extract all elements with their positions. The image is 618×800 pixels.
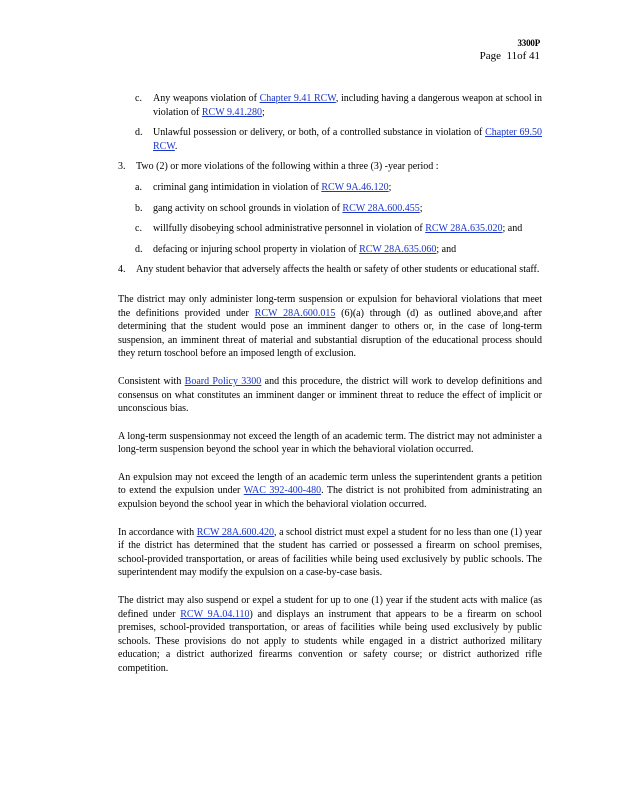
text-run: The district may only administer long-term suspension or expulsion for behavioral violations that meet the definitions provided under [118,293,542,319]
numbered-item-3 [118,160,542,174]
item-number: 4. [118,264,126,276]
text-run: Any weapons violation of [153,93,260,104]
numbered-item-4 [118,263,542,277]
list-item-d2 [118,243,542,257]
text-run: Consistent with [118,375,185,387]
text-run: defacing or injuring school property in violation of [153,243,360,255]
list-item-a [118,181,542,195]
text-run: ) and displays an instrument that appears to be a firearm on school premises, school-provided transportation, or areas of facilities while being used exclusively by public schools. These provisions do not apply to students while engaged in a district authorized military education; a district authorized firearms convention or safety course; or district authorized rifle competition. [118,608,542,674]
text-run: and this procedure, the district will work to develop definitions and consensus on what constitutes an imminent danger or imminent threat to reduce the effect of implicit or unconscious bias. [118,375,542,415]
page-number [480,50,540,62]
rcw-9a-46-120-link[interactable]: RCW 9A.46.120 [321,181,389,193]
text-run: ; and [502,223,523,235]
list-label: b. [135,202,143,214]
text-run: ; [419,202,423,214]
text-run: An expulsion may not exceed the length of an academic term unless the superintendent grants a petition to extend the expulsion under [118,471,542,497]
text-run: Unlawful possession or delivery, or both, of a controlled substance in violation of [153,127,486,139]
paragraph-expulsion [118,471,542,512]
rcw-9-41-280-link[interactable]: RCW 9.41.280 [201,106,262,118]
rcw-9a-04-110-link[interactable]: RCW 9A.04.110 [180,608,250,620]
list-text [153,202,542,216]
paragraph-malice [118,594,542,676]
list-text [153,222,542,236]
item-number: 3. [118,161,126,173]
paragraph-long-term-suspension [118,293,542,361]
list-item-c [118,92,542,119]
text-run: The district may also suspend or expel a student for up to one (1) year if the student acts with malice (as defined under [118,595,542,620]
list-text [153,181,542,195]
text-run: , including having a dangerous weapon at school in violation of [153,93,543,118]
rcw-28a-600-015-link[interactable]: RCW 28A.600.015 [254,307,336,319]
text-run: ; and [436,243,457,255]
rcw-28a-635-020-link[interactable]: RCW 28A.635.020 [425,223,503,235]
text-run: criminal gang intimidation in violation of [153,181,322,193]
list-label: d. [135,243,143,255]
text-run: . The district is not prohibited from administrating an expulsion beyond the school year in which the behavioral violation occurred. [118,485,543,511]
chapter-69-50-link[interactable]: Chapter 69.50 RCW [153,127,543,152]
text-run: ; [388,181,392,193]
list-text [153,92,542,119]
list-label: a. [135,181,142,193]
list-item-b [118,202,542,216]
chapter-9-41-link[interactable]: Chapter 9.41 RCW [259,93,336,104]
text-run: , a school district must expel a student for no less than one (1) year if the district has determined that the student has carried or possessed a firearm on school premises, school-provided transportation, or areas of facilities while being used exclusively by public schools. The superintendent may modify the expulsion on a case-by-case basis. [118,526,542,579]
board-policy-3300-link[interactable]: Board Policy 3300 [184,375,262,387]
text-run: ; [262,106,265,118]
list-label: d. [135,127,143,139]
page-header [480,38,540,62]
rcw-28a-600-420-link[interactable]: RCW 28A.600.420 [196,526,275,538]
paragraph-consistent-with [118,375,542,416]
paragraph-firearm-expulsion [118,526,542,580]
document-body [118,92,542,676]
text-run: In accordance with [118,526,197,538]
list-item-d [118,126,542,153]
wac-392-400-480-link[interactable]: WAC 392-400-480 [243,485,322,497]
list-label: c. [135,223,142,235]
list-text [153,126,542,153]
list-item-c2 [118,222,542,236]
page-label: Page [479,50,501,62]
item-text: Any student behavior that adversely affects the health or safety of other students or educational staff. [136,264,540,276]
rcw-28a-600-455-link[interactable]: RCW 28A.600.455 [342,202,420,214]
list-label: c. [135,93,142,104]
policy-code: 3300P [517,38,540,48]
paragraph-academic-term: A long-term suspensionmay not exceed the length of an academic term. The district may not administer a long-term suspension beyond the school year in which the behavioral violation occurred. [118,430,542,456]
text-run: . [174,140,178,152]
rcw-28a-635-060-link[interactable]: RCW 28A.635.060 [359,243,437,255]
item-text: Two (2) or more violations of the following within a three (3) -year period : [136,161,439,173]
list-text [153,243,542,257]
page-of: 11of 41 [506,50,540,62]
text-run: (6)(a) through (d) as outlined above,and after determining that the student would pose an imminent danger to others or, in the case of long-term suspension, an imminent threat of material and substantial disruption of the educational process should they return toschool before an imposed length of exclusion. [118,307,542,360]
text-run: gang activity on school grounds in violation of [153,202,343,214]
text-run: willfully disobeying school administrative personnel in violation of [153,223,426,235]
